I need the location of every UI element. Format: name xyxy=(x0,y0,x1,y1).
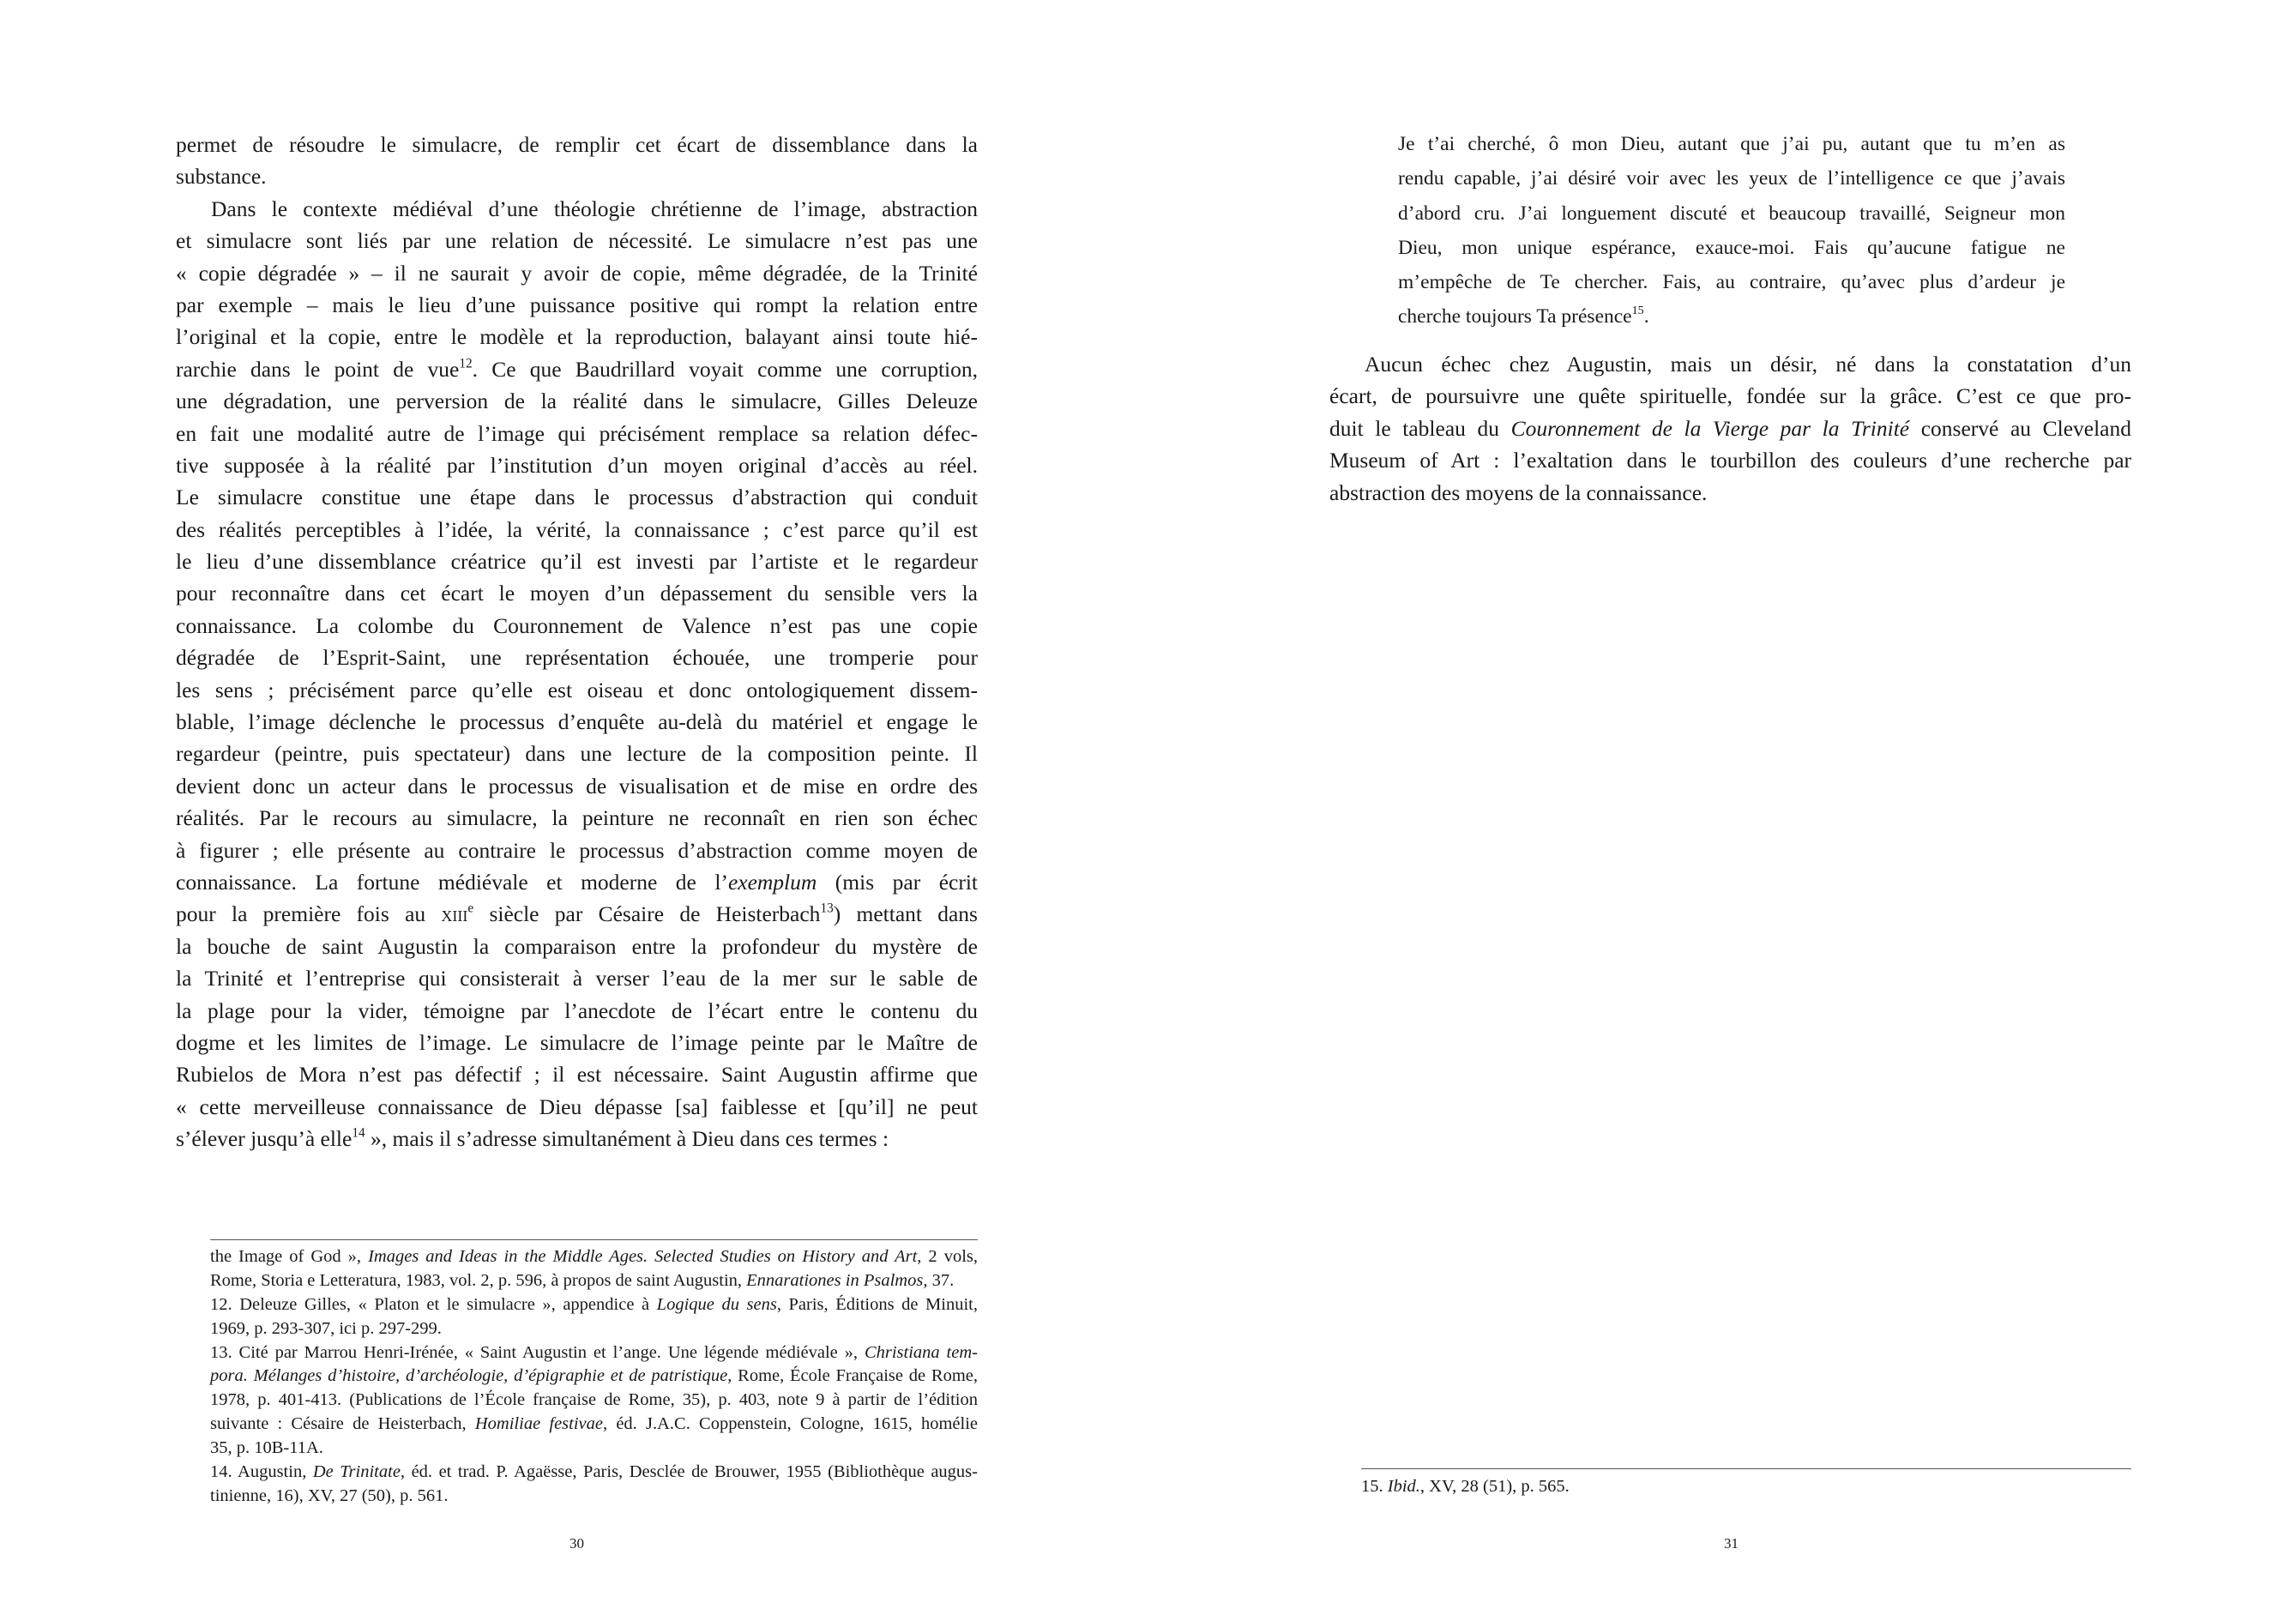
text-line xyxy=(176,418,978,449)
text-line xyxy=(176,738,978,769)
text-line xyxy=(1361,1475,2131,1499)
text-run: , 37. xyxy=(923,1270,955,1290)
text-run: Aucun échec chez Augustin, mais un désir, né dans la constatation d’un xyxy=(1365,352,2131,377)
text-run: , éd. et trad. P. Agaësse, Paris, Desclée de Brouwer, 1955 (Bibliothèque augus- xyxy=(400,1462,978,1482)
text-line xyxy=(176,353,978,385)
text-line xyxy=(1398,161,2065,196)
footnote-separator xyxy=(1361,1468,2131,1469)
text-run: pour la première fois au xyxy=(176,901,442,927)
text-line xyxy=(176,802,978,834)
text-line xyxy=(1329,477,2131,509)
text-line xyxy=(176,1091,978,1123)
text-run: rendu capable, j’ai désiré voir avec les yeux de l’intelligence ce que j’avais xyxy=(1398,167,2065,190)
text-run: 14. Augustin, xyxy=(210,1462,313,1482)
text-run: », mais il s’adresse simultanément à Dieu dans ces termes : xyxy=(365,1126,889,1152)
text-run: « cette merveilleuse connaissance de Dieu dépasse [sa] faiblesse et [qu’il] ne peut xyxy=(176,1094,978,1119)
paragraph xyxy=(210,1293,978,1341)
text-line xyxy=(176,1058,978,1090)
paragraph xyxy=(1398,127,2065,334)
text-line xyxy=(176,225,978,256)
footnote-reference: 14 xyxy=(352,1125,365,1141)
text-line xyxy=(176,514,978,545)
text-run: connaissance. La fortune médiévale et moderne de l’ xyxy=(176,869,728,895)
footnote-separator xyxy=(210,1239,978,1240)
footnote-reference: 12 xyxy=(459,356,473,371)
text-line xyxy=(176,770,978,802)
text-run: tinienne, 16), XV, 27 (50), p. 561. xyxy=(210,1485,449,1505)
text-line xyxy=(176,610,978,642)
text-line xyxy=(176,160,978,192)
text-run: , éd. J.A.C. Coppenstein, Cologne, 1615, homélie xyxy=(602,1414,978,1434)
page-number-right: 31 xyxy=(1724,1535,1739,1552)
text-run: the Image of God », xyxy=(210,1247,369,1266)
text-run: duit le tableau du xyxy=(1329,415,1511,441)
text-run: les sens ; précisément parce qu’elle est oiseau et donc ontologiquement dissem- xyxy=(176,677,978,702)
text-run: , Paris, Éditions de Minuit, xyxy=(776,1294,979,1314)
small-caps-text: xiii xyxy=(441,901,468,927)
text-run: suivante : Césaire de Heisterbach, xyxy=(210,1414,475,1434)
text-line xyxy=(176,129,978,160)
text-line xyxy=(176,706,978,738)
text-run: en fait une modalité autre de l’image qui précisément remplace sa relation défec- xyxy=(176,420,978,446)
text-line xyxy=(210,1293,978,1317)
footnote-reference: e xyxy=(467,901,474,916)
text-run: blable, l’image déclenche le processus d’enquête au-delà du matériel et engage le xyxy=(176,709,978,735)
italic-text: Homiliae festivae xyxy=(474,1414,603,1434)
text-run: l’original et la copie, entre le modèle et la reproduction, balayant ainsi toute hié- xyxy=(176,324,978,350)
text-run: (mis par écrit xyxy=(817,869,978,895)
text-run: conservé au Cleveland xyxy=(1909,415,2131,441)
text-run: 1978, p. 401-413. (Publications de l’École française de Rome, 35), p. 403, note 9 à partir de l’édition xyxy=(210,1390,978,1410)
text-line xyxy=(176,962,978,994)
text-line xyxy=(210,1389,978,1413)
text-run: et simulacre sont liés par une relation de nécessité. Le simulacre n’est pas une xyxy=(176,228,978,254)
text-line xyxy=(176,835,978,866)
text-run: devient donc un acteur dans le processus de visualisation et de mise en ordre des xyxy=(176,773,978,798)
text-run: 1969, p. 293-307, ici p. 297-299. xyxy=(210,1318,442,1338)
text-run: rarchie dans le point de vue xyxy=(176,356,460,382)
text-line xyxy=(176,642,978,673)
text-line xyxy=(1398,299,2065,334)
text-run: siècle par Césaire de Heisterbach xyxy=(473,901,821,927)
text-line xyxy=(176,321,978,353)
text-line xyxy=(210,1269,978,1293)
text-line xyxy=(210,1341,978,1365)
text-run: la plage pour la vider, témoigne par l’anecdote de l’écart entre le contenu du xyxy=(176,997,978,1023)
text-line xyxy=(210,1461,978,1485)
text-line xyxy=(210,1245,978,1269)
text-line xyxy=(176,898,978,930)
text-run: Rubielos de Mora n’est pas défectif ; il est nécessaire. Saint Augustin affirme que xyxy=(176,1062,978,1088)
text-line xyxy=(1329,348,2131,380)
right-page-body-text xyxy=(1329,348,2131,509)
footnote-reference: 15 xyxy=(1631,304,1644,318)
text-line xyxy=(176,1123,978,1154)
paragraph xyxy=(1329,348,2131,509)
text-line xyxy=(176,866,978,898)
text-run: abstraction des moyens de la connaissance. xyxy=(1329,479,1708,505)
paragraph xyxy=(1361,1475,2131,1499)
italic-text: Logique du sens xyxy=(656,1294,777,1314)
text-run: d’abord cru. J’ai longuement discuté et beaucoup travaillé, Seigneur mon xyxy=(1398,202,2065,225)
text-run: , 2 vols, xyxy=(917,1247,978,1266)
text-line xyxy=(210,1485,978,1509)
paragraph xyxy=(176,129,978,193)
text-run: s’élever jusqu’à elle xyxy=(176,1126,353,1152)
text-line xyxy=(1398,265,2065,299)
text-run: le lieu d’une dissemblance créatrice qu’il est investi par l’artiste et le regardeur xyxy=(176,549,978,575)
text-line xyxy=(176,289,978,321)
text-line xyxy=(1398,127,2065,161)
italic-text: Images and Ideas in the Middle Ages. Selected Studies on History and Art xyxy=(368,1247,918,1266)
text-run: 15. xyxy=(1361,1477,1388,1496)
paragraph xyxy=(176,193,978,1155)
text-line xyxy=(176,577,978,609)
text-line xyxy=(210,1365,978,1389)
text-run: dégradée de l’Esprit-Saint, une représentation échouée, une tromperie pour xyxy=(176,645,978,671)
text-run: 12. Deleuze Gilles, « Platon et le simulacre », appendice à xyxy=(210,1294,657,1314)
text-run: 13. Cité par Marrou Henri-Irénée, « Saint Augustin et l’ange. Une légende médiévale », xyxy=(210,1342,865,1362)
block-quote xyxy=(1398,127,2065,334)
paragraph xyxy=(210,1341,978,1461)
text-line xyxy=(176,674,978,706)
text-run: m’empêche de Te chercher. Fais, au contraire, qu’avec plus d’ardeur je xyxy=(1398,271,2065,294)
text-line xyxy=(1329,380,2131,412)
text-run: la Trinité et l’entreprise qui consisterait à verser l’eau de la mer sur le sable de xyxy=(176,966,978,991)
text-line xyxy=(176,449,978,481)
text-run: Museum of Art : l’exaltation dans le tourbillon des couleurs d’une recherche par xyxy=(1329,448,2131,473)
text-run: pour reconnaître dans cet écart le moyen d’un dépassement du sensible vers la xyxy=(176,581,978,606)
text-run: par exemple – mais le lieu d’une puissance positive qui rompt la relation entre xyxy=(176,292,978,317)
text-run: . Ce que Baudrillard voyait comme une corruption, xyxy=(472,356,978,382)
text-run: « copie dégradée » – il ne saurait y avoir de copie, même dégradée, de la Trinité xyxy=(176,260,978,286)
text-run: réalités. Par le recours au simulacre, la peinture ne reconnaît en rien son échec xyxy=(176,805,978,831)
page-number-left: 30 xyxy=(569,1535,584,1552)
text-run: , Rome, École Française de Rome, xyxy=(727,1366,978,1386)
italic-text: De Trinitate xyxy=(312,1462,401,1482)
text-run: Je t’ai cherché, ô mon Dieu, autant que j’ai pu, autant que tu m’en as xyxy=(1398,133,2065,155)
text-run: . xyxy=(1643,305,1649,328)
text-run: tive supposée à la réalité par l’institution d’un moyen original d’accès au réel. xyxy=(176,452,978,478)
text-run: regardeur (peintre, puis spectateur) dans une lecture de la composition peinte. Il xyxy=(176,741,978,767)
text-line xyxy=(176,481,978,513)
text-run: ) mettant dans xyxy=(833,901,978,927)
text-run: écart, de poursuivre une quête spirituelle, fondée sur la grâce. C’est ce que pro- xyxy=(1329,383,2131,409)
text-run: substance. xyxy=(176,164,267,190)
text-run: Dans le contexte médiéval d’une théologie chrétienne de l’image, abstraction xyxy=(211,196,978,221)
text-line xyxy=(176,1027,978,1058)
text-run: à figurer ; elle présente au contraire le processus d’abstraction comme moyen de xyxy=(176,837,978,863)
text-line xyxy=(1329,444,2131,476)
text-run: Rome, Storia e Letteratura, 1983, vol. 2, p. 596, à propos de saint Augustin, xyxy=(210,1270,747,1290)
text-line xyxy=(1398,231,2065,265)
right-page-footnotes xyxy=(1361,1475,2131,1499)
text-line xyxy=(176,193,978,225)
paragraph xyxy=(210,1461,978,1509)
text-run: , XV, 28 (51), p. 565. xyxy=(1419,1477,1570,1496)
italic-text: Ibid. xyxy=(1387,1477,1420,1496)
text-line xyxy=(176,995,978,1027)
text-run: 35, p. 10B-11A. xyxy=(210,1438,323,1458)
text-line xyxy=(210,1317,978,1341)
text-run: des réalités perceptibles à l’idée, la vérité, la connaissance ; c’est parce qu’il est xyxy=(176,516,978,542)
paragraph xyxy=(210,1245,978,1293)
left-page-body-text xyxy=(176,129,978,1155)
text-line xyxy=(1329,413,2131,444)
text-run: Le simulacre constitue une étape dans le processus d’abstraction qui conduit xyxy=(176,485,978,510)
text-line xyxy=(176,545,978,577)
text-run: Dieu, mon unique espérance, exauce-moi. Fais qu’aucune fatigue ne xyxy=(1398,236,2065,259)
text-line xyxy=(210,1437,978,1461)
text-line xyxy=(210,1413,978,1437)
text-run: la bouche de saint Augustin la comparaison entre la profondeur du mystère de xyxy=(176,933,978,959)
italic-text: Christiana tem- xyxy=(864,1342,978,1362)
italic-text: exemplum xyxy=(727,869,817,895)
italic-text: Couronnement de la Vierge par la Trinité xyxy=(1510,415,1910,441)
text-run: connaissance. La colombe du Couronnement de Valence n’est pas une copie xyxy=(176,612,978,638)
footnote-reference: 13 xyxy=(820,901,834,916)
text-line xyxy=(176,931,978,962)
text-line xyxy=(1398,196,2065,231)
text-run: cherche toujours Ta présence xyxy=(1398,305,1632,328)
text-line xyxy=(176,385,978,417)
italic-text: Ennarationes in Psalmos xyxy=(746,1270,924,1290)
text-run: une dégradation, une perversion de la réalité dans le simulacre, Gilles Deleuze xyxy=(176,389,978,414)
left-page-footnotes xyxy=(210,1245,978,1509)
italic-text: pora. Mélanges d’histoire, d’archéologie, d’épigraphie et de patristique xyxy=(210,1366,728,1386)
text-run: permet de résoudre le simulacre, de remplir cet écart de dissemblance dans la xyxy=(176,132,978,157)
text-run: dogme et les limites de l’image. Le simulacre de l’image peinte par le Maître de xyxy=(176,1029,978,1055)
text-line xyxy=(176,257,978,289)
